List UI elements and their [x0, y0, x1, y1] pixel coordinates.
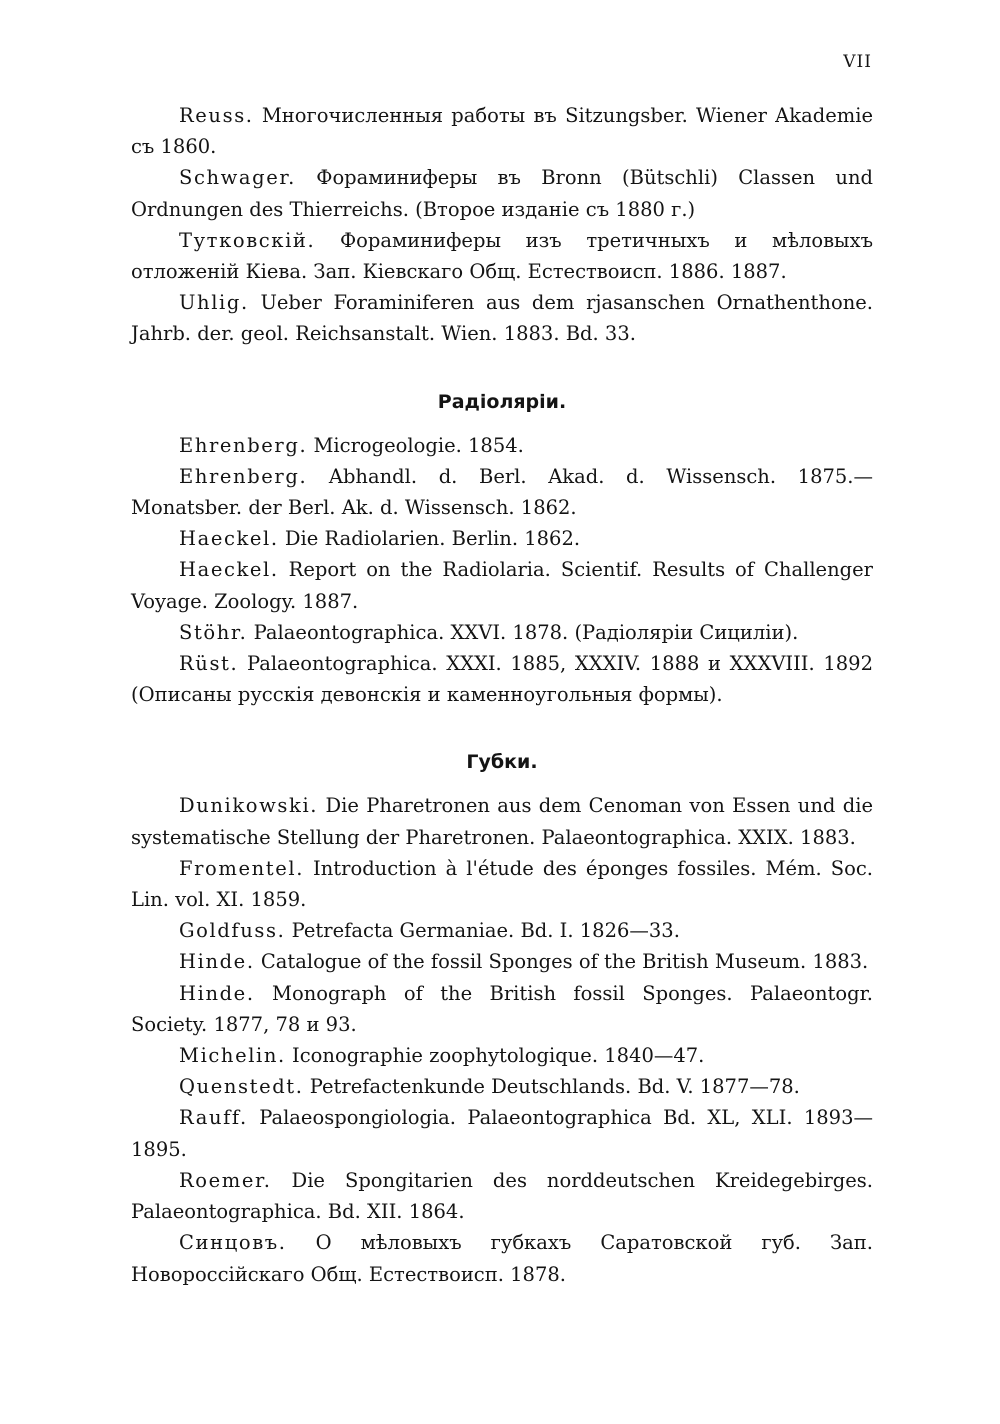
bibliography-entry: [131, 225, 873, 287]
bibliography-entry: [131, 523, 873, 554]
entry-author: Michelin.: [179, 1044, 286, 1068]
entry-author: Dunikowski.: [179, 794, 319, 818]
entry-text: Palaeontographica. XXVI. 1878. (Радіоляріи Сициліи).: [247, 620, 799, 644]
bibliography-entry: [131, 1071, 873, 1102]
entry-author: Ehrenberg.: [179, 433, 308, 457]
entry-text: Die Spongitarien des norddeutschen Kreidegebirges. Palaeontographica. Bd. XII. 1864.: [131, 1168, 873, 1224]
entry-author: Haeckel.: [179, 558, 279, 582]
entry-text: Die Pharetronen aus dem Cenoman von Essen und die systematische Stellung der Pharetronen. Palaeontographica. XXIX. 1883.: [131, 794, 873, 849]
section-radiolaria: [131, 386, 873, 711]
entry-text: Microgeologie. 1854.: [307, 433, 524, 457]
entry-text: Abhandl. d. Berl. Akad. d. Wissensch. 1875.—Monatsber. der Berl. Ak. d. Wissensch. 1862.: [131, 464, 873, 520]
entry-text: О мѣловыхъ губкахъ Саратовской губ. Зап. Новороссійскаго Общ. Естествоисп. 1878.: [131, 1231, 873, 1286]
section-foraminifera: [131, 100, 873, 350]
bibliography-entry: [131, 1227, 873, 1289]
bibliography-entry: [131, 648, 873, 710]
entry-author: Ehrenberg.: [179, 464, 308, 488]
entry-text: Фораминиферы изъ третичныхъ и мѣловыхъ отложеній Кіева. Зап. Кіевскаго Общ. Естествоисп. 1886. 1887.: [131, 228, 873, 284]
section-sponges: [131, 746, 873, 1289]
entry-text: Palaeontographica. XXXI. 1885, XXXIV. 1888 и XXXVIII. 1892 (Описаны русскія девонскія и каменноугольныя формы).: [131, 652, 873, 707]
entry-author: Uhlig.: [179, 291, 249, 315]
bibliography-entry: [131, 1102, 873, 1164]
entry-text: Die Radiolarien. Berlin. 1862.: [278, 527, 581, 551]
entry-author: Hinde.: [179, 981, 255, 1005]
bibliography-entry: [131, 430, 873, 461]
entry-author: Schwager.: [179, 166, 296, 190]
bibliography-entry: [131, 915, 873, 946]
bibliography-entry: [131, 287, 873, 349]
entry-text: Introduction à l'étude des éponges fossiles. Mém. Soc. Lin. vol. XI. 1859.: [131, 856, 873, 912]
bibliography-entry: [131, 946, 873, 977]
bibliography-entry: [131, 790, 873, 852]
bibliography-entry: [131, 853, 873, 915]
bibliography-entry: [131, 978, 873, 1040]
entry-author: Haeckel.: [179, 527, 279, 551]
section-heading: Губки.: [466, 751, 538, 774]
entry-text: Фораминиферы въ Bronn (Bütschli) Classen und Ordnungen des Thierreichs. (Второе изданіе съ 1880 г.): [131, 166, 873, 221]
entry-text: Report on the Radiolaria. Scientif. Results of Challenger Voyage. Zoology. 1887.: [131, 558, 873, 613]
entry-author: Rüst.: [179, 652, 239, 676]
bibliography-body: [131, 100, 873, 1290]
entry-author: Stöhr.: [179, 620, 248, 644]
entry-author: Rauff.: [179, 1106, 248, 1130]
entry-text: Petrefacta Germaniae. Bd. I. 1826—33.: [285, 919, 680, 943]
entry-author: Fromentel.: [179, 856, 304, 880]
entry-author: Goldfuss.: [179, 919, 286, 943]
page-number: VII: [843, 52, 872, 72]
entry-text: Petrefactenkunde Deutschlands. Bd. V. 1877—78.: [303, 1075, 800, 1099]
entry-author: Hinde.: [179, 950, 255, 974]
section-heading: Радіоляріи.: [437, 390, 567, 413]
entry-author: Синцовъ.: [179, 1231, 287, 1255]
entry-text: Многочисленныя работы въ Sitzungsber. Wiener Akademie съ 1860.: [131, 104, 873, 159]
entry-text: Palaeospongiologia. Palaeontographica Bd. XL, XLI. 1893—1895.: [131, 1106, 873, 1161]
bibliography-entry: [131, 461, 873, 523]
entry-author: Reuss.: [179, 104, 254, 127]
bibliography-entry: [131, 554, 873, 616]
entry-text: Ueber Foraminiferen aus dem rjasanschen Ornathenthone. Jahrb. der. geol. Reichsanstalt. Wien. 1883. Bd. 33.: [131, 291, 873, 346]
entry-text: Iconographie zoophytologique. 1840—47.: [285, 1044, 705, 1068]
bibliography-entry: [131, 162, 873, 224]
entry-text: Monograph of the British fossil Sponges. Palaeontogr. Society. 1877, 78 и 93.: [131, 981, 873, 1036]
entry-text: Catalogue of the fossil Sponges of the British Museum. 1883.: [254, 950, 869, 974]
bibliography-entry: [131, 100, 873, 162]
entry-author: Quenstedt.: [179, 1075, 304, 1099]
bibliography-entry: [131, 617, 873, 648]
bibliography-entry: [131, 1040, 873, 1071]
entry-author: Тутковскій.: [179, 228, 316, 252]
bibliography-entry: [131, 1165, 873, 1227]
entry-author: Roemer.: [179, 1168, 272, 1192]
